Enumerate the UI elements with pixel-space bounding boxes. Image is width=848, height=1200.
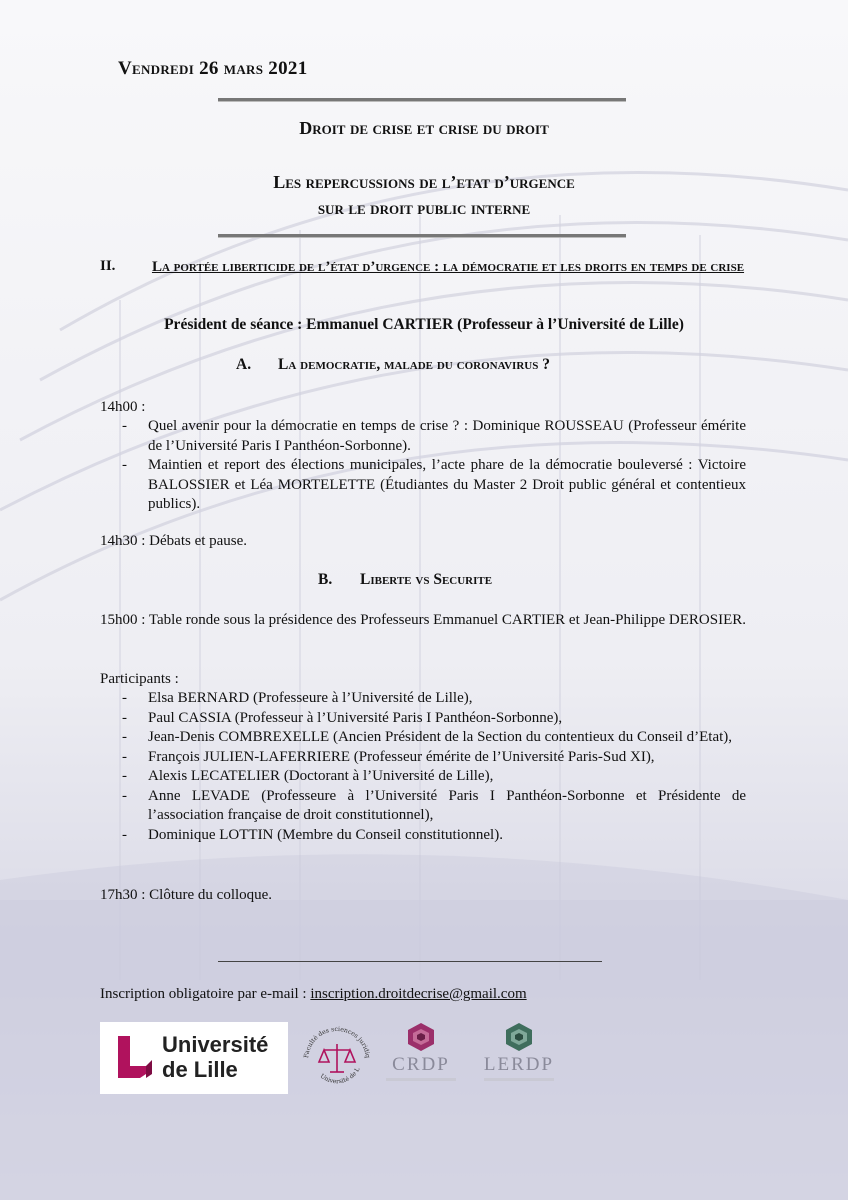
crdp-logo: [380, 1022, 470, 1098]
section-title: La portée liberticide de l’état d’urgence : la démocratie et les droits en temps de crise: [151, 259, 745, 275]
roundtable-line: 15h00 : Table ronde sous la présidence des Professeurs Emmanuel CARTIER et Jean-Philippe DEROSIER.: [100, 612, 746, 628]
list-item: - Quel avenir pour la démocratie en temps de crise ? : Dominique ROUSSEAU (Professeur émérite de l’Université Paris I Panthéon-Sorbonne).: [122, 417, 746, 456]
colloquium-subtitle-line2: sur le droit public interne: [317, 198, 531, 218]
pause-line: 14h30 : Débats et pause.: [100, 533, 248, 549]
list-item: - Jean-Denis COMBREXELLE (Ancien Président de la Section du contentieux du Conseil d’Etat),: [122, 728, 746, 748]
top-rule: [218, 98, 626, 101]
part-a-talks: [122, 417, 746, 515]
lerdp-hexagon-icon: [504, 1022, 534, 1052]
list-item: - Maintien et report des élections municipales, l’acte phare de la démocratie bouleversé : Victoire BALOSSIER et Léa MORTELETTE (Étudiantes du Master 2 Droit public général et contentieux publics).: [122, 456, 746, 515]
lerdp-logo: [470, 1022, 570, 1098]
colloquium-title: Droit de crise et crise du droit: [299, 118, 549, 138]
crdp-tagline-placeholder: [386, 1078, 456, 1081]
participants-label: Participants :: [100, 671, 179, 687]
seal-arc-text: Faculté des sciences juridiq: [303, 1025, 371, 1059]
svg-text:Faculté des sciences juridique: [296, 1016, 371, 1059]
part-b-title: Liberte vs Securite: [360, 571, 493, 588]
session-president: Président de séance : Emmanuel CARTIER (Professeur à l’Université de Lille): [164, 316, 684, 333]
lerdp-tagline-placeholder: [484, 1078, 554, 1081]
list-item: - Alexis LECATELIER (Doctorant à l’Université de Lille),: [122, 767, 746, 787]
universite-de-lille-logo: [100, 1022, 288, 1094]
event-date: Vendredi 26 mars 2021: [118, 58, 308, 79]
lille-mark-icon: [116, 1034, 154, 1080]
section-number: II.: [100, 258, 116, 274]
logos-row: [100, 1022, 760, 1102]
faculty-seal-icon: [296, 1016, 378, 1098]
closing-line: 17h30 : Clôture du colloque.: [100, 887, 273, 903]
crdp-label: CRDP: [392, 1054, 450, 1075]
part-b-heading: [318, 571, 492, 589]
inscription-label: Inscription obligatoire par e-mail :: [100, 986, 307, 1002]
colloquium-subtitle-line1: Les repercussions de l’etat d’urgence: [273, 172, 575, 192]
separator-line: [218, 961, 602, 962]
inscription-line: [100, 985, 527, 1005]
part-a-time: 14h00 :: [100, 399, 146, 415]
crdp-hexagon-icon: [406, 1022, 436, 1052]
list-item: - Dominique LOTTIN (Membre du Conseil constitutionnel).: [122, 826, 746, 846]
faculty-seal-logo: [296, 1016, 378, 1098]
bottom-rule: [218, 234, 626, 237]
list-item: - François JULIEN-LAFERRIERE (Professeur émérite de l’Université Paris-Sud XI),: [122, 748, 746, 768]
part-a-heading: [236, 356, 550, 374]
univ-name-line2: de Lille: [162, 1057, 238, 1082]
part-a-title: La democratie, malade du coronavirus ?: [278, 356, 550, 373]
email-link[interactable]: inscription.droitdecrise@gmail.com: [310, 986, 527, 1002]
participants-list: [122, 689, 746, 845]
univ-name-line1: Université: [162, 1032, 269, 1057]
list-item: - Paul CASSIA (Professeur à l’Université Paris I Panthéon-Sorbonne),: [122, 709, 746, 729]
part-b-letter: B.: [318, 571, 333, 588]
list-item: - Elsa BERNARD (Professeure à l’Université de Lille),: [122, 689, 746, 709]
seal-bottom-text: Université de L: [318, 1066, 362, 1086]
part-a-letter: A.: [236, 356, 252, 373]
list-item: - Anne LEVADE (Professeure à l’Université Paris I Panthéon-Sorbonne et Présidente de l’association française de droit constitutionnel),: [122, 787, 746, 826]
lerdp-label: LERDP: [483, 1054, 555, 1075]
